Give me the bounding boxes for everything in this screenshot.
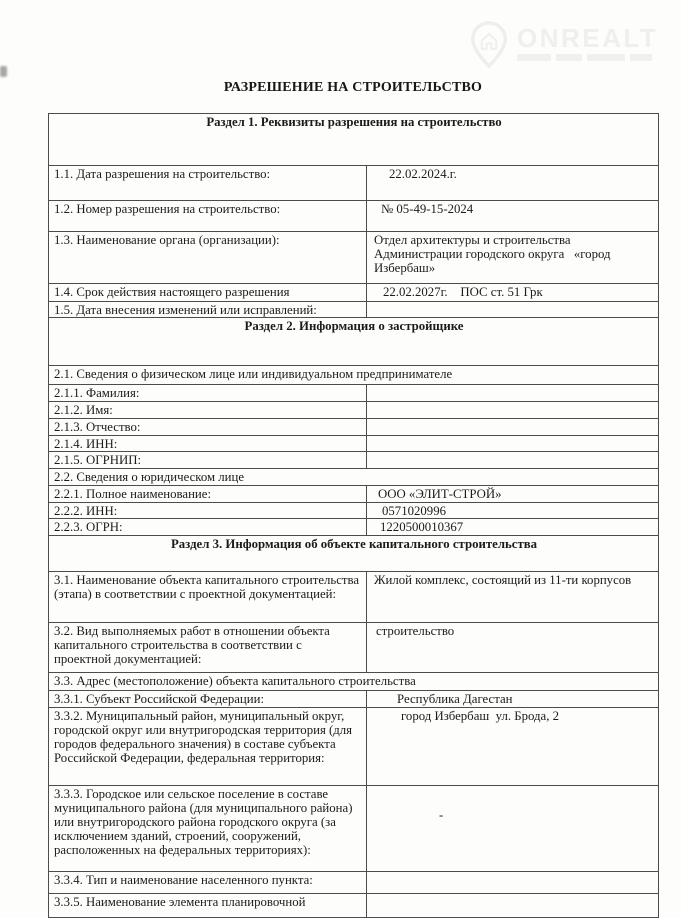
row-value-cell: строительство <box>367 623 659 673</box>
row-value-cell <box>367 302 659 318</box>
row-label-cell: 2.1.2. Имя: <box>49 402 367 419</box>
row-value-cell: Республика Дагестан <box>367 691 659 708</box>
table-row <box>49 469 659 486</box>
table-row <box>49 673 659 691</box>
row-value-cell: - <box>367 786 659 872</box>
table-row <box>49 872 659 894</box>
table-row <box>49 572 659 623</box>
row-label-cell: 1.2. Номер разрешения на строительство: <box>49 201 367 232</box>
table-row <box>49 419 659 436</box>
table-row <box>49 623 659 673</box>
row-value-cell <box>367 894 659 918</box>
row-value-cell <box>367 452 659 469</box>
section-header-cell: Раздел 2. Информация о застройщике <box>49 318 659 366</box>
section-header-cell: Раздел 1. Реквизиты разрешения на строительство <box>49 114 659 166</box>
row-value-cell: 1220500010367 <box>367 519 659 536</box>
row-label-cell: 1.3. Наименование органа (организации): <box>49 232 367 284</box>
table-row <box>49 385 659 402</box>
row-label-cell: 2.2.1. Полное наименование: <box>49 486 367 503</box>
row-value-cell: 22.02.2027г. ПОС ст. 51 Грк <box>367 284 659 302</box>
row-value-cell <box>367 436 659 452</box>
onrealt-watermark <box>466 20 672 70</box>
section-header-row <box>49 536 659 572</box>
table-row <box>49 708 659 786</box>
row-label-cell: 3.3.2. Муниципальный район, муниципальный округ, городской округ или внутригородская территория (для городов федерального значения) в составе субъекта Российской Федерации, федеральная территория: <box>49 708 367 786</box>
table-row <box>49 166 659 201</box>
permit-table-body <box>49 114 659 918</box>
row-value-cell <box>367 872 659 894</box>
row-label-cell: 3.2. Вид выполняемых работ в отношении объекта капитального строительства в соответствии с проектной документацией: <box>49 623 367 673</box>
row-label-cell: 2.2.3. ОГРН: <box>49 519 367 536</box>
document-title: РАЗРЕШЕНИЕ НА СТРОИТЕЛЬСТВО <box>223 80 483 95</box>
watermark-tagline <box>517 54 658 61</box>
row-label-cell: 3.1. Наименование объекта капитального строительства (этапа) в соответствии с проектной документацией: <box>49 572 367 623</box>
table-row <box>49 691 659 708</box>
section-header-row <box>49 114 659 166</box>
table-row <box>49 486 659 503</box>
watermark-brand-text: ONREALT <box>517 23 659 53</box>
table-row <box>49 436 659 452</box>
row-label-cell: 3.3.4. Тип и наименование населенного пункта: <box>49 872 367 894</box>
table-row <box>49 894 659 918</box>
table-row <box>49 302 659 318</box>
table-row <box>49 284 659 302</box>
row-label-cell: 2.1.4. ИНН: <box>49 436 367 452</box>
scan-artifact <box>0 66 7 77</box>
table-row <box>49 366 659 385</box>
row-label-cell: 1.1. Дата разрешения на строительство: <box>49 166 367 201</box>
table-row <box>49 519 659 536</box>
permit-table <box>48 113 659 918</box>
row-label-cell: 3.3.3. Городское или сельское поселение в составе муниципального района (для муниципального района) или внутригородского района городского округа (за исключением зданий, строений, сооружений, расположенных на федеральных территориях): <box>49 786 367 872</box>
table-row <box>49 452 659 469</box>
row-label-cell: 2.1.1. Фамилия: <box>49 385 367 402</box>
row-value-cell: 0571020996 <box>367 503 659 519</box>
row-value-cell <box>367 402 659 419</box>
row-label-cell: 2.1.3. Отчество: <box>49 419 367 436</box>
row-label-cell: 2.1.5. ОГРНИП: <box>49 452 367 469</box>
table-row <box>49 402 659 419</box>
table-row <box>49 503 659 519</box>
row-label-cell: 1.5. Дата внесения изменений или исправлений: <box>49 302 367 318</box>
row-value-cell: Жилой комплекс, состоящий из 11-ти корпусов <box>367 572 659 623</box>
table-row <box>49 201 659 232</box>
map-pin-house-icon <box>466 20 512 70</box>
row-label-cell: 2.2.2. ИНН: <box>49 503 367 519</box>
row-label-cell: 3.3.5. Наименование элемента планировочной <box>49 894 367 918</box>
row-value-cell: 22.02.2024.г. <box>367 166 659 201</box>
row-value-cell: ООО «ЭЛИТ-СТРОЙ» <box>367 486 659 503</box>
section-header-cell: Раздел 3. Информация об объекте капитального строительства <box>49 536 659 572</box>
row-value-cell: № 05-49-15-2024 <box>367 201 659 232</box>
subsection-header-cell: 2.2. Сведения о юридическом лице <box>49 469 659 486</box>
row-value-cell <box>367 419 659 436</box>
row-value-cell: Отдел архитектуры и строительства Администрации городского округа «город Избербаш» <box>367 232 659 284</box>
row-label-cell: 3.3.1. Субъект Российской Федерации: <box>49 691 367 708</box>
table-row <box>49 786 659 872</box>
section-header-row <box>49 318 659 366</box>
subsection-header-cell: 2.1. Сведения о физическом лице или индивидуальном предпринимателе <box>49 366 659 385</box>
row-label-cell: 1.4. Срок действия настоящего разрешения <box>49 284 367 302</box>
table-row <box>49 232 659 284</box>
subsection-header-cell: 3.3. Адрес (местоположение) объекта капитального строительства <box>49 673 659 691</box>
row-value-cell <box>367 385 659 402</box>
row-value-cell: город Избербаш ул. Брода, 2 <box>367 708 659 786</box>
